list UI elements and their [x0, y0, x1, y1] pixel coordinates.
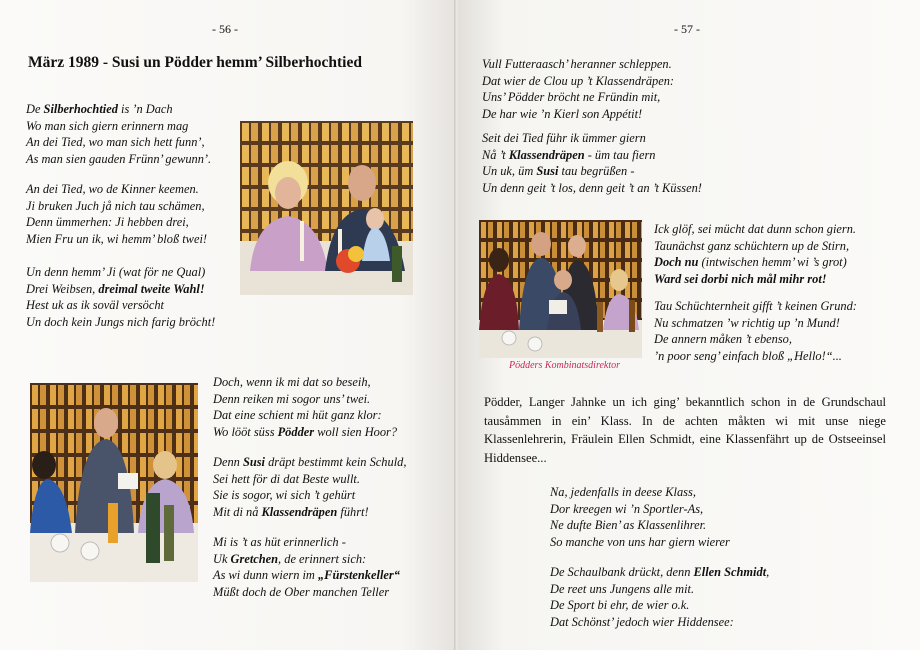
- poem-text: Ick glöf, sei mücht dat dunn schon giern.: [654, 222, 857, 236]
- poem-text: Mit di nå: [213, 504, 262, 519]
- right-page: [458, 0, 920, 650]
- poem-text: Uk: [213, 551, 231, 566]
- poem-bold-text: Ward sei dorbi nich mål mihr rot!: [654, 271, 827, 286]
- poem-line: [213, 407, 397, 424]
- poem-line: [213, 454, 406, 471]
- poem-line: [654, 254, 856, 271]
- poem-bold-text: Gretchen: [230, 551, 279, 566]
- poem-text: So manche von uns har giern wierer: [550, 534, 730, 549]
- poem-line: [550, 581, 769, 598]
- poem-text: ’n poor seng’ einfach bloß „Hello!“...: [654, 348, 842, 363]
- poem-text: Vull Futteraasch’ heranner schleppen.: [482, 57, 672, 71]
- poem-stanza: [26, 264, 215, 330]
- left-page: [0, 0, 456, 650]
- poem-text: tau begrüßen -: [558, 164, 635, 178]
- poem-text: An dei Tied, wo man sich hett funn’,: [26, 135, 205, 149]
- poem-line: [482, 180, 702, 197]
- poem-line: [213, 487, 406, 504]
- poem-text: De Sport bi ehr, de wier o.k.: [550, 598, 690, 612]
- page-title: März 1989 - Susi un Pödder hemm’ Silberhochtied: [28, 54, 362, 71]
- poem-line: [550, 564, 769, 581]
- poem-text: Dor kreegen wi ’n Sportler-As,: [550, 501, 704, 516]
- party-table-photo: [30, 383, 198, 582]
- poem-line: [213, 374, 397, 391]
- poem-text: - üm tau fiern: [584, 147, 656, 162]
- poem-text: , de erinnert sich:: [278, 551, 367, 566]
- poem-text: Wo lööt süss: [213, 424, 278, 439]
- poem-line: [550, 614, 769, 631]
- poem-bold-text: Susi: [242, 455, 265, 469]
- poem-line: [213, 424, 397, 441]
- poem-line: [26, 214, 207, 231]
- poem-text: Denn ümmerhen: Ji hebben drei,: [26, 215, 189, 229]
- poem-line: [213, 534, 400, 551]
- page-number: - 56 -: [212, 22, 238, 36]
- poem-text: Seit dei Tied führ ik ümmer giern: [482, 131, 646, 145]
- poem-line: [654, 348, 857, 365]
- poem-line: [26, 264, 215, 281]
- poem-text: Ne dufte Bien’ as Klassenlihrer.: [550, 518, 707, 532]
- poem-bold-text: Klassendräpen: [261, 504, 338, 519]
- poem-text: (intwischen hemm’ wi ’s grot): [698, 255, 847, 269]
- poem-text: Taunächst ganz schüchtern up de Stirn,: [654, 238, 850, 253]
- poem-text: Nu schmatzen ’w richtig up ’n Mund!: [654, 315, 840, 330]
- couple-photo: [240, 121, 413, 295]
- poem-text: De reet uns Jungens alle mit.: [550, 581, 695, 596]
- poem-line: [213, 391, 397, 408]
- poem-text: Wo man sich giern erinnern mag: [26, 118, 189, 133]
- group-photo: [479, 220, 642, 358]
- poem-line: [482, 130, 702, 147]
- poem-line: [654, 238, 856, 255]
- poem-text: führt!: [337, 504, 369, 519]
- poem-stanza: [482, 56, 674, 122]
- poem-text: Mi is ’t as hüt erinnerlich -: [213, 535, 346, 549]
- poem-text: De har wie ’n Kierl son Appétit!: [482, 106, 643, 121]
- poem-text: Hest uk as ik soväl versöcht: [26, 298, 164, 312]
- poem-line: [26, 281, 215, 298]
- poem-text: An dei Tied, wo de Kinner keemen.: [26, 182, 199, 196]
- poem-line: [482, 147, 702, 164]
- poem-text: Uns’ Pödder bröcht ne Fründin mit,: [482, 90, 661, 104]
- poem-bold-text: Susi: [536, 164, 559, 178]
- page-number: - 57 -: [674, 22, 700, 36]
- poem-text: Sie is sogor, wi sich ’t gehürt: [213, 488, 356, 502]
- poem-line: [482, 163, 702, 180]
- poem-text: Müßt doch de Ober manchen Teller: [213, 584, 390, 599]
- poem-text: Tau Schüchternheit gifft ’t keinen Grund:: [654, 299, 857, 313]
- poem-line: [213, 567, 400, 584]
- poem-text: Dat eine schient mi hüt ganz klor:: [213, 408, 382, 422]
- poem-line: [482, 106, 674, 123]
- poem-stanza: [482, 130, 702, 196]
- poem-bold-text: „Fürstenkeller“: [317, 568, 400, 582]
- poem-text: woll sien Hoor?: [314, 424, 398, 439]
- poem-stanza: [654, 298, 857, 364]
- poem-text: Sei hett för di dat Beste wullt.: [213, 471, 360, 486]
- poem-text: Dat Schönst’ jedoch wier Hiddensee:: [550, 614, 734, 629]
- poem-stanza: [654, 221, 856, 287]
- poem-text: Mien Fru un ik, wi hemm’ bloß twei!: [26, 231, 208, 246]
- poem-line: [26, 101, 211, 118]
- poem-line: [654, 315, 857, 332]
- poem-line: [654, 298, 857, 315]
- poem-text: Un uk, üm: [482, 164, 537, 178]
- poem-text: is ’n Dach: [117, 102, 173, 116]
- poem-line: [213, 471, 406, 488]
- poem-line: [213, 504, 406, 521]
- poem-text: Na, jedenfalls in deese Klass,: [550, 485, 696, 499]
- poem-line: [654, 271, 856, 288]
- photo-caption: Pödders Kombinatsdirektor: [509, 360, 621, 371]
- poem-bold-text: Pödder: [277, 424, 315, 439]
- poem-text: De Schaulbank drückt, denn: [550, 565, 694, 579]
- poem-line: [550, 484, 730, 501]
- poem-stanza: [550, 564, 769, 630]
- poem-stanza: [26, 181, 207, 247]
- poem-text: As wi dunn wiern im: [213, 568, 318, 582]
- poem-text: As man sien gauden Frünn’ gewunn’.: [26, 151, 212, 166]
- poem-line: [482, 56, 674, 73]
- poem-bold-text: Silberhochtied: [43, 102, 118, 116]
- poem-text: De annern måken ’t ebenso,: [654, 332, 792, 346]
- poem-bold-text: Klassendräpen: [508, 147, 585, 162]
- poem-line: [654, 221, 856, 238]
- poem-bold-text: Doch nu: [654, 255, 699, 269]
- poem-line: [482, 89, 674, 106]
- poem-line: [26, 314, 215, 331]
- poem-line: [550, 517, 730, 534]
- poem-text: dräpt bestimmt kein Schuld,: [264, 455, 407, 469]
- poem-line: [550, 534, 730, 551]
- poem-line: [26, 198, 207, 215]
- poem-line: [26, 151, 211, 168]
- poem-text: De: [26, 102, 44, 116]
- poem-line: [213, 551, 400, 568]
- poem-stanza: [550, 484, 730, 550]
- poem-line: [26, 181, 207, 198]
- poem-text: ,: [766, 565, 770, 579]
- poem-line: [26, 134, 211, 151]
- poem-line: [654, 331, 857, 348]
- poem-stanza: [213, 374, 397, 440]
- poem-line: [482, 73, 674, 90]
- poem-bold-text: Ellen Schmidt: [693, 565, 767, 579]
- poem-text: Ji bruken Juch jå nich tau schämen,: [26, 198, 205, 213]
- poem-line: [213, 584, 400, 601]
- poem-text: Drei Weibsen,: [26, 281, 99, 296]
- poem-stanza: [213, 454, 406, 520]
- poem-bold-text: dreimal tweite Wahl!: [98, 281, 205, 296]
- poem-text: Doch, wenn ik mi dat so beseih,: [213, 375, 371, 389]
- poem-text: Nå ’t: [482, 147, 509, 162]
- poem-text: Un denn geit ’t los, denn geit ’t an ’t Küssen!: [482, 180, 702, 195]
- poem-line: [550, 501, 730, 518]
- poem-text: Dat wier de Clou up ’t Klassendräpen:: [482, 73, 675, 88]
- poem-stanza: [213, 534, 400, 600]
- poem-text: Denn reiken mi sogor uns’ twei.: [213, 391, 371, 406]
- poem-stanza: [26, 101, 211, 167]
- poem-text: Denn: [213, 455, 243, 469]
- poem-line: [26, 231, 207, 248]
- poem-line: [26, 297, 215, 314]
- poem-line: [550, 597, 769, 614]
- poem-text: Un doch kein Jungs nich farig bröcht!: [26, 314, 216, 329]
- prose-paragraph: Pödder, Langer Jahnke un ich ging’ bekanntlich schon in de Grundschaul tausåmmen in ein’ Klass. In de achten måkten wi mit unse niege Klassenlehrerin, Fräulein Ellen Schmidt, eine Klassenfährt up de Ostseeinsel Hiddensee...: [484, 395, 886, 465]
- poem-line: [26, 118, 211, 135]
- poem-text: Un denn hemm’ Ji (wat för ne Qual): [26, 265, 206, 279]
